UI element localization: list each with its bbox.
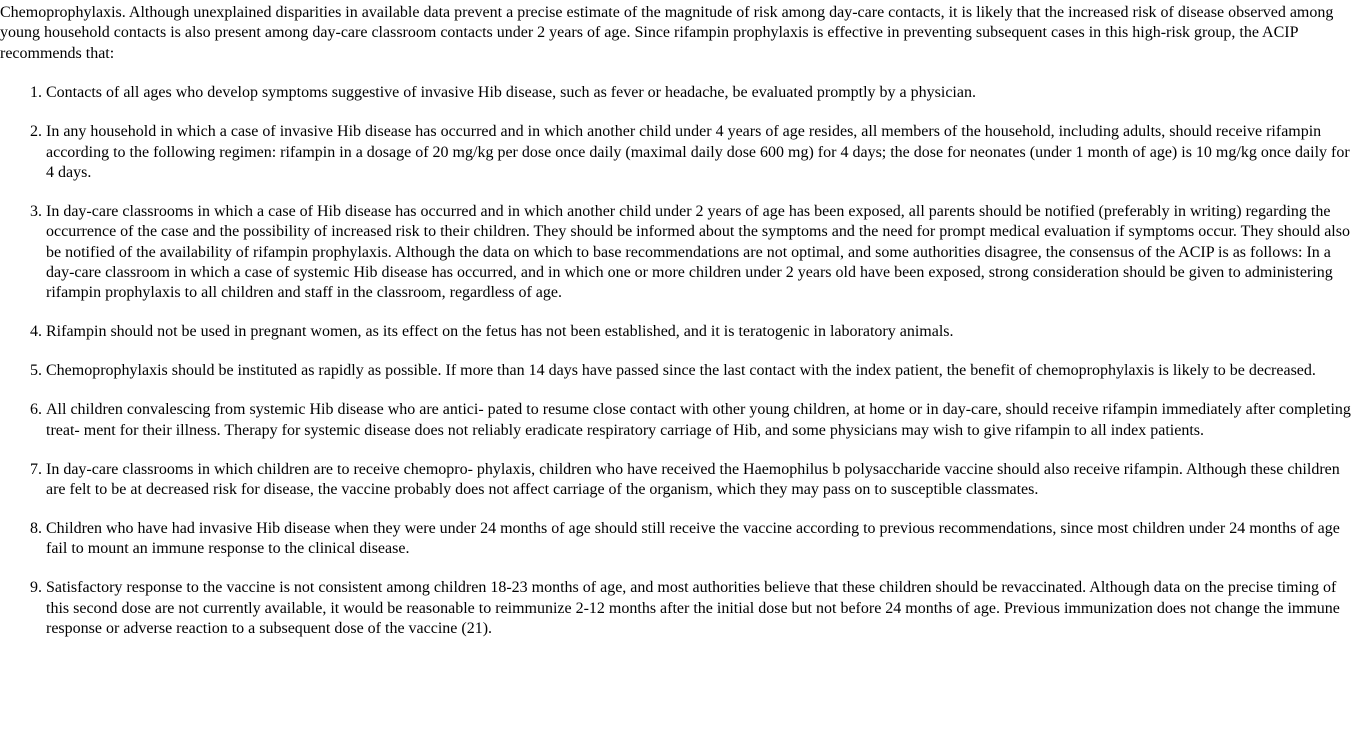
recommendation-item: 3. In day-care classrooms in which a case of Hib disease has occurred and in which another child under 2 years of age has been exposed, all parents should be notified (preferably in writing) regarding the occurrence of the case and the possibility of increased risk to their children. They should be informed about the symptoms and the need for prompt medical evaluation if symptoms occur. They should also be notified of the availability of rifampin prophylaxis. Although the data on which to base recommendations are not optimal, and some authorities disagree, the consensus of the ACIP is as follows: In a day-care classroom in which a case of systemic Hib disease has occurred, and in which one or more children under 2 years old have been exposed, strong consideration should be given to administering rifampin prophylaxis to all children and staff in the classroom, regardless of age. (46, 202, 1357, 304)
recommendations-list (0, 83, 1357, 639)
recommendation-item: 9. Satisfactory response to the vaccine is not consistent among children 18-23 months of age, and most authorities believe that these children should be revaccinated. Although data on the precise timing of this second dose are not currently available, it would be reasonable to reimmunize 2-12 months after the initial dose but not before 24 months of age. Previous immunization does not change the immune response or adverse reaction to a subsequent dose of the vaccine (21). (46, 578, 1357, 639)
recommendation-item: 4. Rifampin should not be used in pregnant women, as its effect on the fetus has not been established, and it is teratogenic in laboratory animals. (46, 322, 1357, 342)
recommendation-item: 2. In any household in which a case of invasive Hib disease has occurred and in which another child under 4 years of age resides, all members of the household, including adults, should receive rifampin according to the following regimen: rifampin in a dosage of 20 mg/kg per dose once daily (maximal daily dose 600 mg) for 4 days; the dose for neonates (under 1 month of age) is 10 mg/kg once daily for 4 days. (46, 122, 1357, 183)
recommendation-item: 6. All children convalescing from systemic Hib disease who are antici- pated to resume close contact with other young children, at home or in day-care, should receive rifampin immediately after completing treat- ment for their illness. Therapy for systemic disease does not reliably eradicate respiratory carriage of Hib, and some physicians may wish to give rifampin to all index patients. (46, 400, 1357, 441)
recommendation-item: 5. Chemoprophylaxis should be instituted as rapidly as possible. If more than 14 days have passed since the last contact with the index patient, the benefit of chemoprophylaxis is likely to be decreased. (46, 361, 1357, 381)
intro-paragraph: Chemoprophylaxis. Although unexplained disparities in available data prevent a precise estimate of the magnitude of risk among day-care contacts, it is likely that the increased risk of disease observed among young household contacts is also present among day-care classroom contacts under 2 years of age. Since rifampin prophylaxis is effective in preventing subsequent cases in this high-risk group, the ACIP recommends that: (0, 4, 1334, 62)
recommendation-item: 7. In day-care classrooms in which children are to receive chemopro- phylaxis, children who have received the Haemophilus b polysaccharide vaccine should also receive rifampin. Although these children are felt to be at decreased risk for disease, the vaccine probably does not affect carriage of the organism, which they may pass on to susceptible classmates. (46, 460, 1357, 501)
recommendation-item: 8. Children who have had invasive Hib disease when they were under 24 months of age should still receive the vaccine according to previous recommendations, since most children under 24 months of age fail to mount an immune response to the clinical disease. (46, 519, 1357, 560)
recommendation-item: 1. Contacts of all ages who develop symptoms suggestive of invasive Hib disease, such as fever or headache, be evaluated promptly by a physician. (46, 83, 1357, 103)
